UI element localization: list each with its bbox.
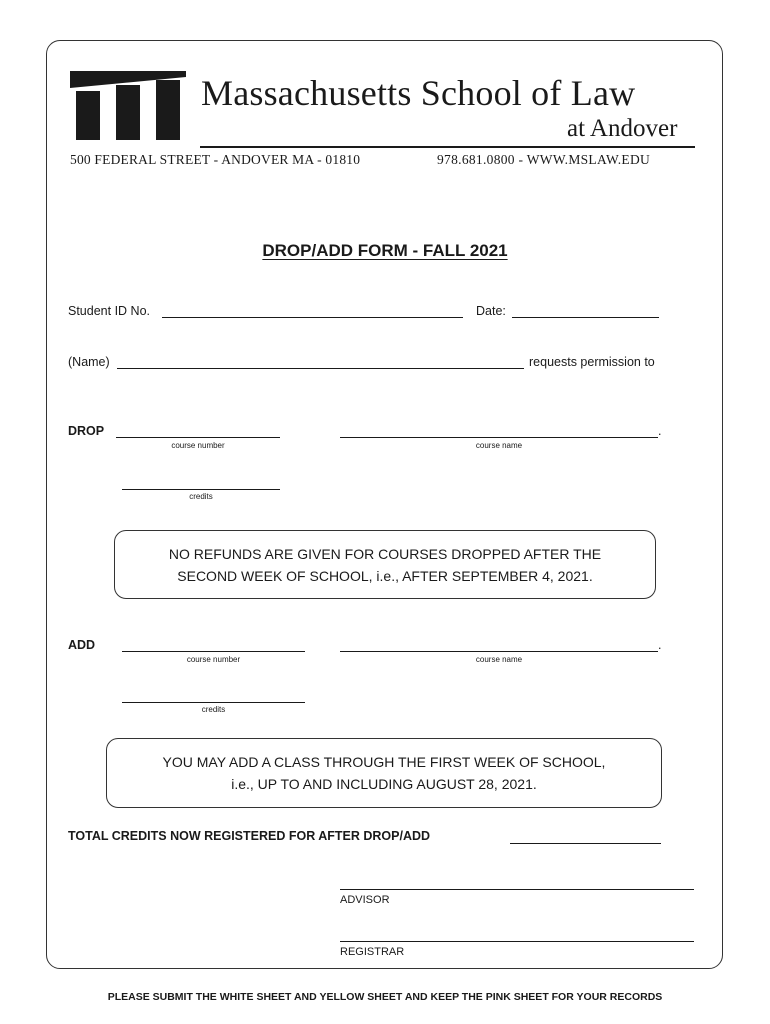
drop-course-name-field[interactable]: [340, 437, 658, 438]
add-course-number-caption: course number: [186, 655, 241, 664]
date-field[interactable]: [512, 317, 659, 318]
drop-course-number-field[interactable]: [116, 437, 280, 438]
add-deadline-notice: YOU MAY ADD A CLASS THROUGH THE FIRST WEEK OF SCHOOL, i.e., UP TO AND INCLUDING AUGUST 28, 2021.: [106, 738, 662, 808]
school-name: Massachusetts School of Law: [201, 73, 636, 113]
student-id-field[interactable]: [162, 317, 463, 318]
drop-course-name-caption: course name: [475, 441, 523, 450]
drop-period: .: [658, 424, 662, 438]
advisor-label: ADVISOR: [340, 894, 390, 906]
school-contact: 978.681.0800 - WWW.MSLAW.EDU: [437, 152, 651, 167]
add-period: .: [658, 638, 662, 652]
drop-label: DROP: [68, 424, 105, 438]
add-label: ADD: [68, 638, 96, 652]
form-title: DROP/ADD FORM - FALL 2021: [262, 241, 508, 260]
school-logo: [70, 71, 186, 140]
add-course-name-field[interactable]: [340, 651, 658, 652]
total-credits-field[interactable]: [510, 843, 661, 844]
add-course-number-field[interactable]: [122, 651, 305, 652]
add-credits-caption: credits: [201, 705, 226, 714]
drop-credits-field[interactable]: [122, 489, 280, 490]
add-credits-field[interactable]: [122, 702, 305, 703]
student-id-label: Student ID No.: [68, 304, 150, 318]
campus-name: at Andover: [567, 115, 678, 142]
drop-course-number-caption: course number: [171, 441, 225, 450]
name-label: (Name): [68, 355, 110, 369]
requests-permission-text: requests permission to: [529, 355, 655, 369]
school-address: 500 FEDERAL STREET - ANDOVER MA - 01810: [70, 152, 361, 167]
registrar-label: REGISTRAR: [340, 946, 405, 958]
drop-credits-caption: credits: [189, 492, 213, 501]
registrar-signature-field[interactable]: [340, 941, 694, 942]
drop-refund-notice: NO REFUNDS ARE GIVEN FOR COURSES DROPPED AFTER THE SECOND WEEK OF SCHOOL, i.e., AFTER SEPTEMBER 4, 2021.: [114, 530, 656, 599]
date-label: Date:: [476, 304, 506, 318]
advisor-signature-field[interactable]: [340, 889, 694, 890]
header-rule: [200, 146, 695, 148]
total-credits-label: TOTAL CREDITS NOW REGISTERED FOR AFTER DROP/ADD: [68, 829, 431, 843]
submission-instructions: PLEASE SUBMIT THE WHITE SHEET AND YELLOW SHEET AND KEEP THE PINK SHEET FOR YOUR RECORDS: [107, 991, 663, 1003]
name-field[interactable]: [117, 368, 524, 369]
add-course-name-caption: course name: [475, 655, 523, 664]
